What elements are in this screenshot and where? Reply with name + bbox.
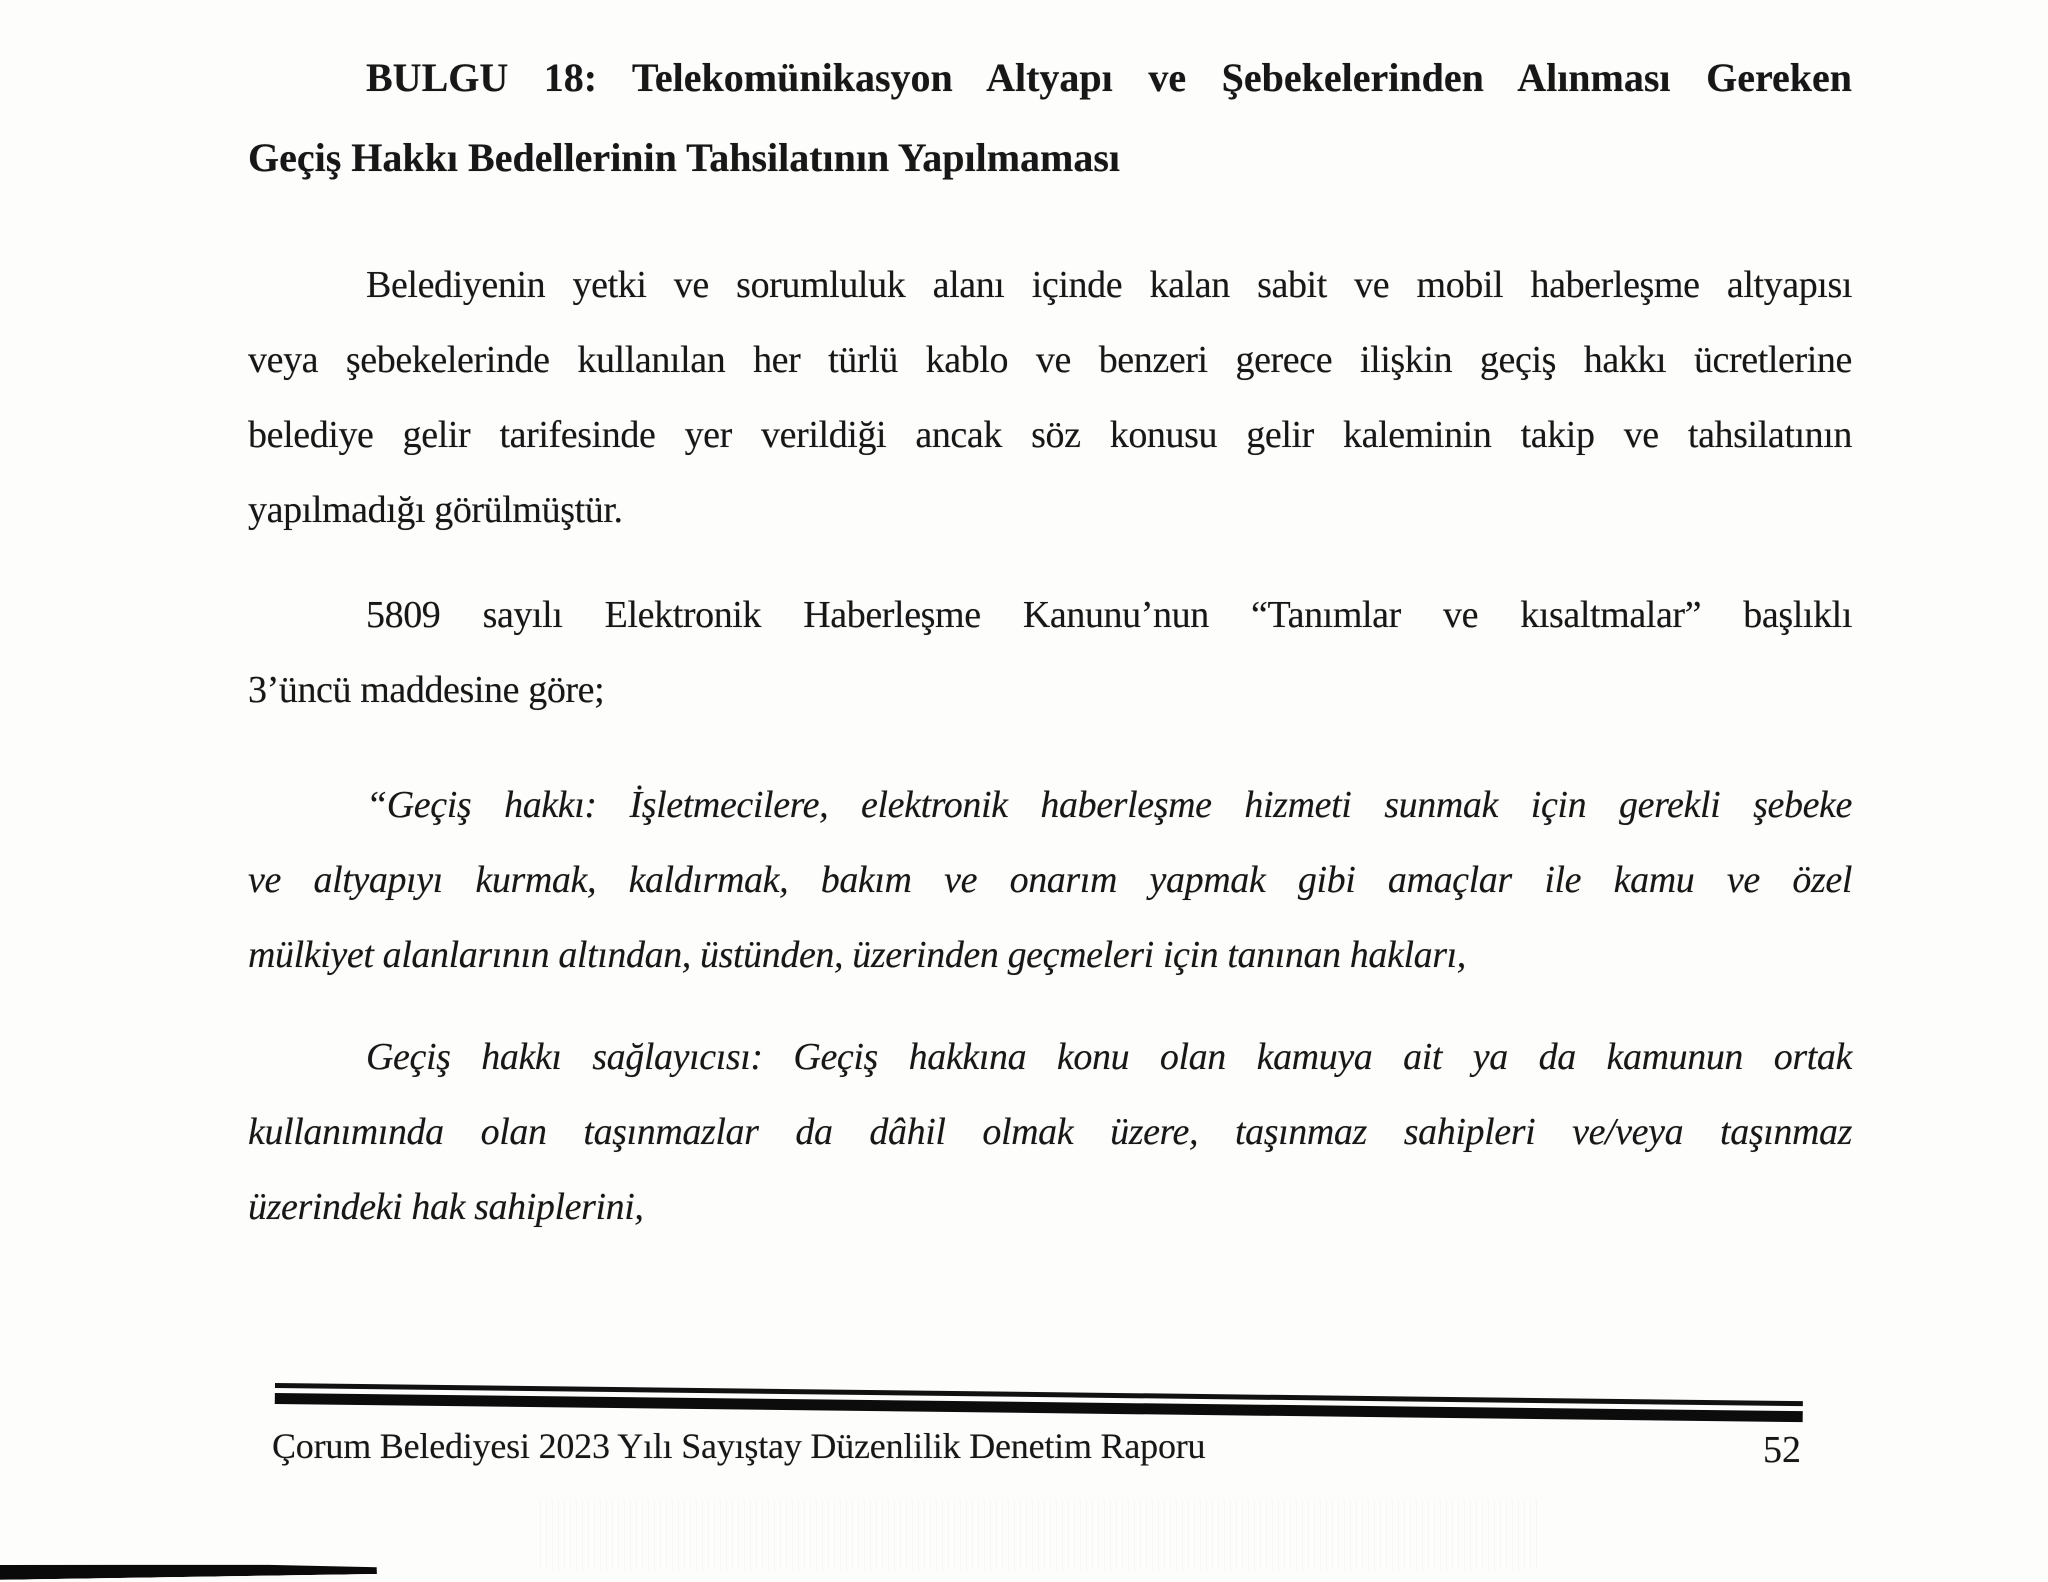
finding-heading — [248, 38, 1852, 198]
quote-line: ve altyapıyı kurmak, kaldırmak, bakım ve onarım yapmak gibi amaçlar ile kamu ve özel — [248, 859, 1852, 901]
paragraph-line: yapılmadığı görülmüştür. — [248, 489, 623, 531]
quote-line: mülkiyet alanlarının altından, üstünden, üzerinden geçmeleri için tanınan hakları, — [248, 934, 1466, 976]
paragraph-line: veya şebekelerinde kullanılan her türlü kablo ve benzeri gerece ilişkin geçiş hakkı ücretlerine — [248, 339, 1852, 381]
paragraph-line: belediye gelir tarifesinde yer verildiği ancak söz konusu gelir kaleminin takip ve tahsilatının — [248, 414, 1852, 456]
paragraph-finding-summary — [248, 248, 1852, 548]
quote-line: “Geçiş hakkı: İşletmecilere, elektronik haberleşme hizmeti sunmak için gerekli şebeke — [366, 784, 1852, 826]
heading-line-1: BULGU 18: Telekomünikasyon Altyapı ve Şebekelerinden Alınması Gereken — [366, 55, 1852, 100]
scan-noise-artifact — [540, 1500, 1540, 1570]
footer-divider-rule — [275, 1383, 1803, 1422]
quote-line: üzerindeki hak sahiplerini, — [248, 1186, 644, 1228]
footer-rule-thick-line — [275, 1393, 1803, 1422]
page-number: 52 — [1763, 1429, 1801, 1471]
paragraph-line: Belediyenin yetki ve sorumluluk alanı içinde kalan sabit ve mobil haberleşme altyapısı — [366, 264, 1852, 306]
paragraph-law-reference — [248, 578, 1852, 728]
quote-gecis-hakki-definition — [248, 768, 1852, 993]
paragraph-line: 5809 sayılı Elektronik Haberleşme Kanunu’nun “Tanımlar ve kısaltmalar” başlıklı — [366, 594, 1852, 636]
heading-line-2: Geçiş Hakkı Bedellerinin Tahsilatının Yapılmaması — [248, 135, 1121, 180]
quote-line: Geçiş hakkı sağlayıcısı: Geçiş hakkına konu olan kamuya ait ya da kamunun ortak — [366, 1036, 1852, 1078]
paragraph-line: 3’üncü maddesine göre; — [248, 669, 605, 711]
footer-report-title: Çorum Belediyesi 2023 Yılı Sayıştay Düzenlilik Denetim Raporu — [272, 1426, 1206, 1466]
scan-edge-artifact — [0, 1559, 377, 1580]
quote-gecis-hakki-saglayicisi-definition — [248, 1020, 1852, 1245]
quote-line: kullanımında olan taşınmazlar da dâhil olmak üzere, taşınmaz sahipleri ve/veya taşınmaz — [248, 1111, 1852, 1153]
